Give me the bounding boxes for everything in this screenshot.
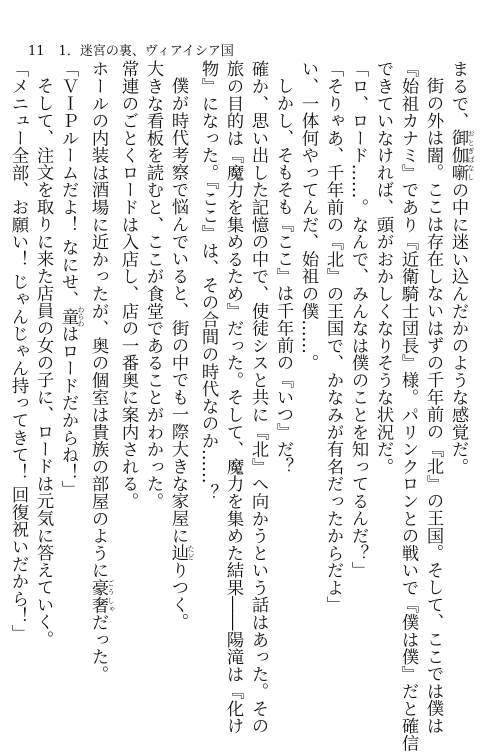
ruby-annotation: 童 わらわ	[58, 305, 85, 327]
text-line: い、一体何やってんだ、始祖の僕……。	[298, 60, 318, 372]
text-line: 物』になった。『ここ』は、その合間の時代なのか……？	[198, 60, 218, 501]
text-line: 僕が時代考察で悩んでいると、街の中でも一際大きな家屋に辿 たどりつく。	[168, 77, 195, 631]
ruby-reading: たど	[187, 544, 195, 562]
text-line: しかし、そもそも『ここ』は千年前の『いつ』だ？	[273, 77, 293, 475]
text-line: 「ロ、ロード……。なんで、みんなは僕のことを知ってるんだ？」	[348, 60, 368, 579]
text-line: 「ＶＩＰルームだよ！ なにせ、童 わらわはロードだからね！」	[58, 60, 85, 498]
page-number: 11	[28, 44, 45, 59]
text-line: 街の外は闇。ここは存在しないはずの千年前の『北』の王国。そして、ここでは僕は	[423, 77, 443, 735]
text-line: できていなければ、頭がおかしくなりそうな状況だ。	[373, 60, 393, 475]
ruby-reading: わらわ	[77, 305, 85, 327]
ruby-reading: ごうしゃ	[107, 578, 115, 614]
text-line: まるで、御伽噺 おとぎばなしの中に迷い込んだかのような感覚だ。	[448, 60, 475, 475]
chapter-title: 1．迷宮の裏、ヴィアイシア国	[58, 44, 234, 59]
text-line: 「そりゃあ、千年前の『北』の王国で、かなみが有名だったからだよ」	[323, 60, 343, 614]
ruby-annotation: 御伽噺 おとぎばなし	[448, 129, 475, 182]
vertical-text-block	[5, 60, 475, 752]
ruby-annotation: 豪奢 ごうしゃ	[88, 578, 115, 614]
text-line: 旅の目的は『魔力を集めるため』だった。そして、魔力を集めた結果――陽滝は『化け	[223, 60, 243, 735]
text-line: ホールの内装は酒場に近かったが、奥の個室は貴族の部屋のように豪奢 ごうしゃだった。	[88, 60, 115, 683]
text-line: 確か、思い出した記憶の中で、使徒シスと共に『北』へ向かうという話はあった。その	[248, 60, 268, 735]
text-line: 常連のごとくロードは入店し、店の一番奥に案内される。	[118, 60, 138, 510]
ruby-annotation: 辿 たど	[168, 544, 195, 562]
text-line: 『始祖カナミ』であり『近衛騎士団長』様。パリンクロンとの戦いで『僕は僕』だと確信	[398, 60, 418, 752]
ruby-reading: おとぎばなし	[467, 129, 475, 182]
text-line: そして、注文を取りに来た店員の女の子に、ロードは元気に答えていく。	[33, 77, 53, 648]
text-line: 「メニュー全部、お願い！ じゃんじゃん持ってきて！ 回復祝いだから！」	[8, 60, 28, 642]
running-header	[28, 42, 234, 62]
text-line: 大きな看板を読むと、ここが食堂であることがわかった。	[143, 60, 163, 510]
